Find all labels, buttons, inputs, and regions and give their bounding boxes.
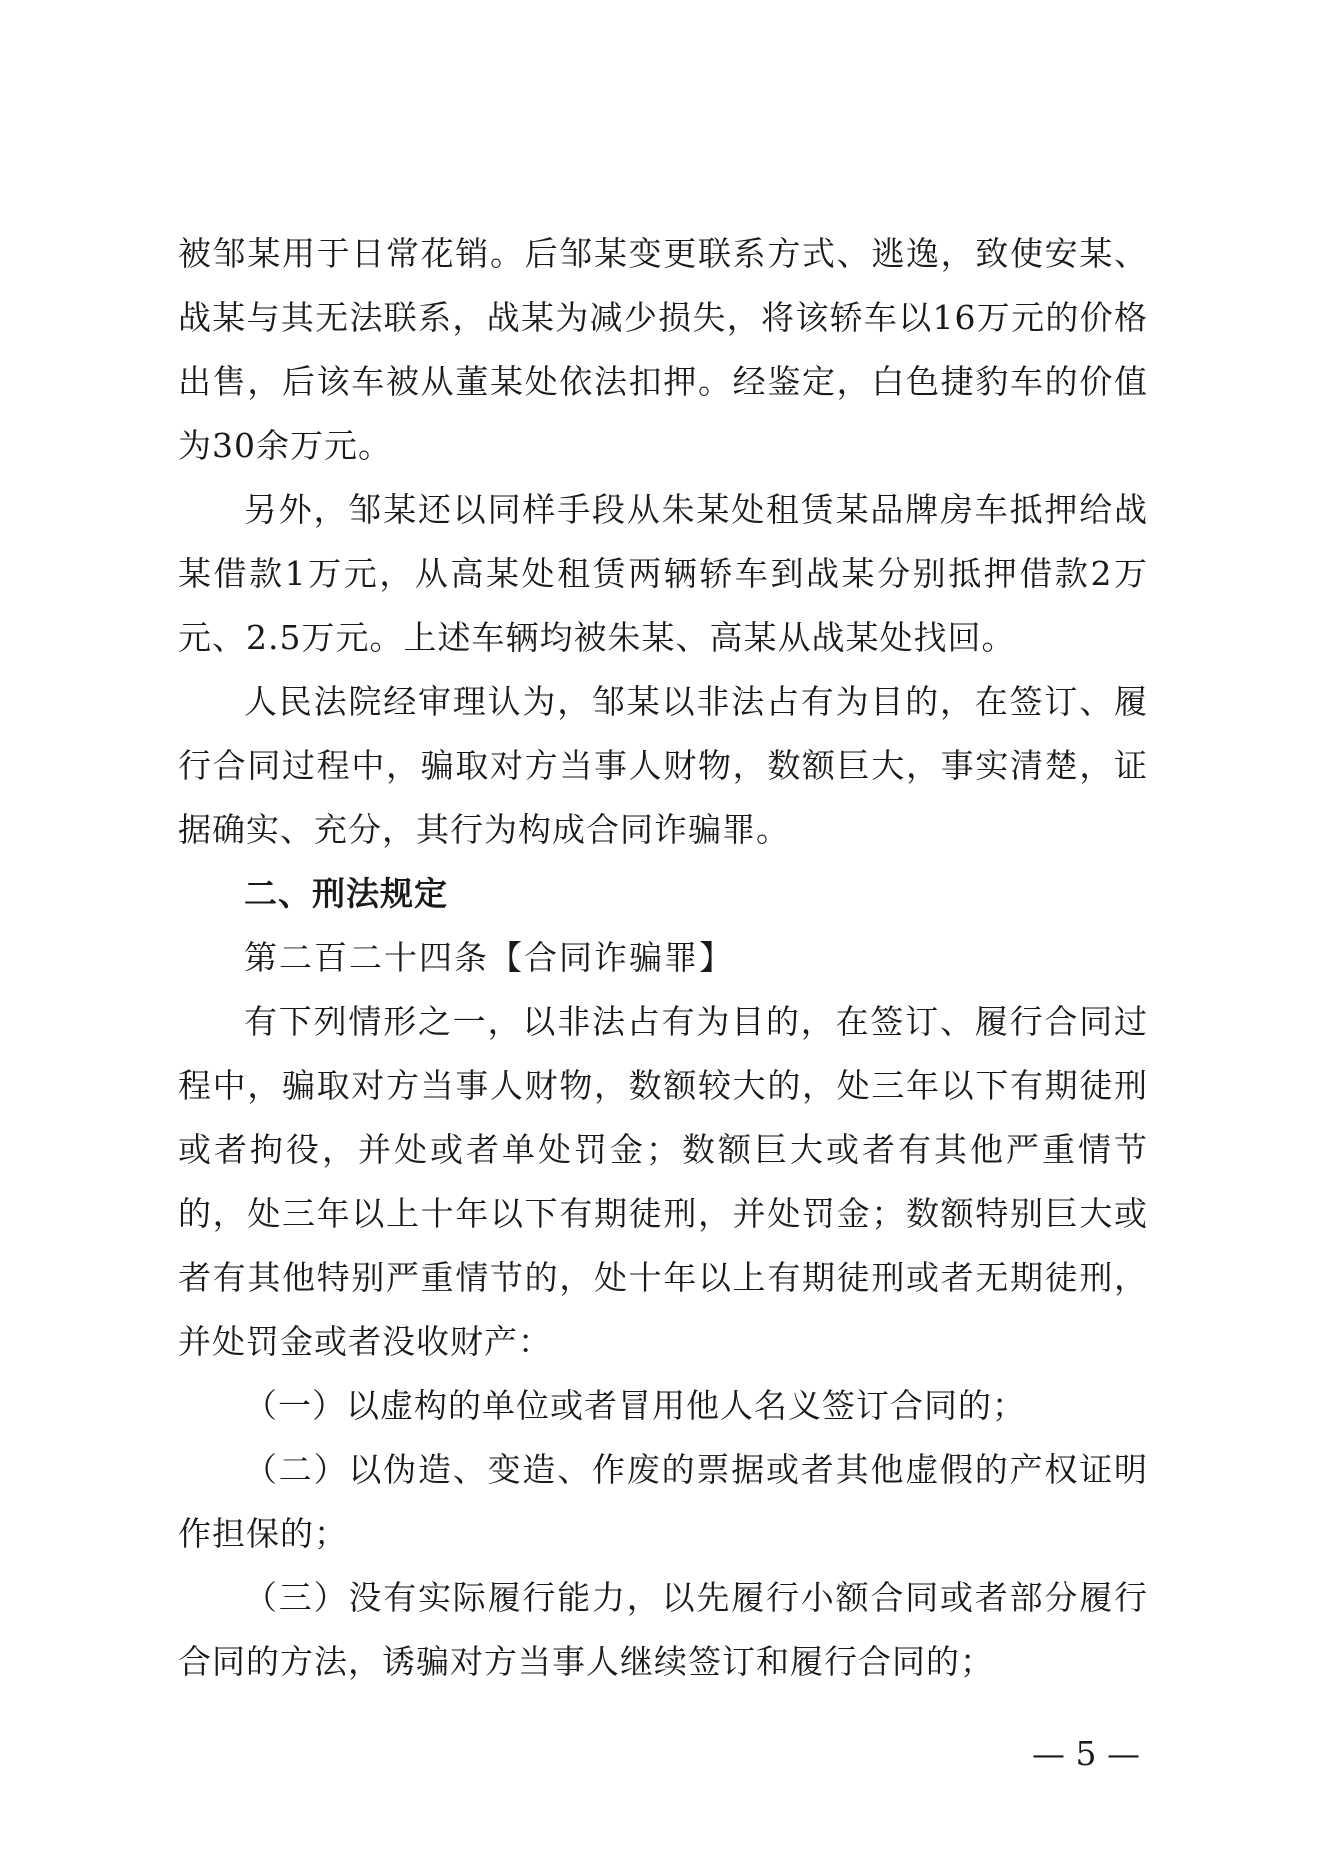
article-clause-3: （三）没有实际履行能力，以先履行小额合同或者部分履行合同的方法，诱骗对方当事人继续签订和履行合同的； <box>178 1578 1148 1681</box>
court-finding-paragraph: 人民法院经审理认为，邹某以非法占有为目的，在签订、履行合同过程中，骗取对方当事人财物，数额巨大，事实清楚，证据确实、充分，其行为构成合同诈骗罪。 <box>178 682 1148 849</box>
document-body <box>178 222 1148 1694</box>
case-facts-paragraph-continued: 被邹某用于日常花销。后邹某变更联系方式、逃逸，致使安某、战某与其无法联系，战某为减少损失，将该轿车以16万元的价格出售，后该车被从董某处依法扣押。经鉴定，白色捷豹车的价值为30余万元。 <box>178 234 1148 465</box>
article-clause-1: （一）以虚构的单位或者冒用他人名义签订合同的； <box>244 1386 1026 1425</box>
section-heading: 二、刑法规定 <box>244 874 448 913</box>
article-body: 有下列情形之一，以非法占有为目的，在签订、履行合同过程中，骗取对方当事人财物，数额较大的，处三年以下有期徒刑或者拘役，并处或者单处罚金；数额巨大或者有其他严重情节的，处三年以上十年以下有期徒刑，并处罚金；数额特别巨大或者有其他特别严重情节的，处十年以上有期徒刑或者无期徒刑，并处罚金或者没收财产： <box>178 1002 1148 1361</box>
article-title: 第二百二十四条【合同诈骗罪】 <box>244 938 734 977</box>
page-number: — 5 — <box>1032 1734 1140 1773</box>
case-facts-paragraph-additional: 另外，邹某还以同样手段从朱某处租赁某品牌房车抵押给战某借款1万元，从高某处租赁两辆轿车到战某分别抵押借款2万元、2.5万元。上述车辆均被朱某、高某从战某处找回。 <box>178 490 1148 657</box>
article-clause-2: （二）以伪造、变造、作废的票据或者其他虚假的产权证明作担保的； <box>178 1450 1148 1553</box>
